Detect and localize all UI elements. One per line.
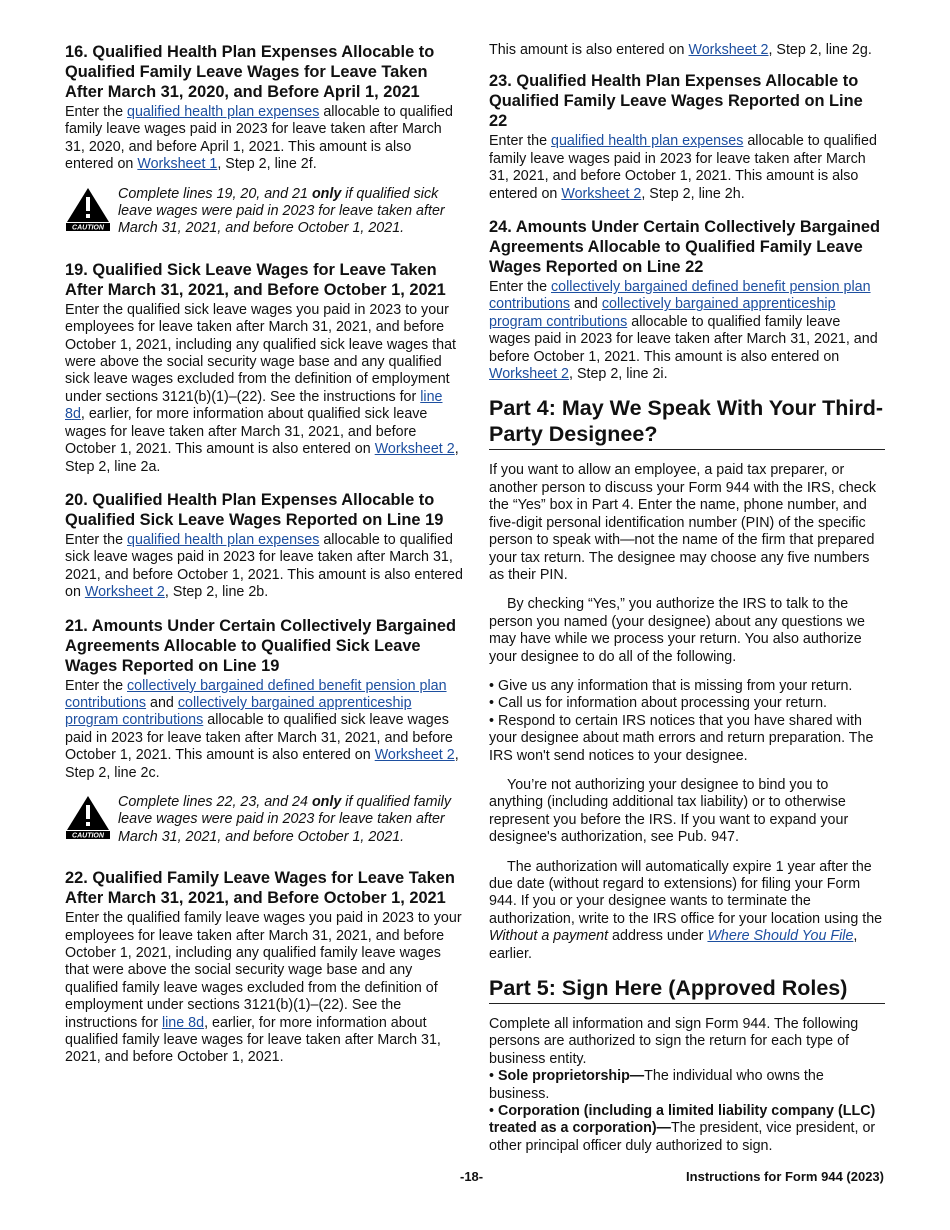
caution-icon <box>65 186 111 232</box>
worksheet-2-link[interactable]: Worksheet 2 <box>84 584 165 601</box>
section-20-heading: 20. Qualified Health Plan Expenses Allocable to Qualified Sick Leave Wages Reported on Line 19 <box>65 490 444 529</box>
part-5-paragraph-1: Complete all information and sign Form 944. The following persons are authorized to sign the return for each type of business entity. <box>489 1016 859 1067</box>
worksheet-2-link[interactable]: Worksheet 2 <box>489 366 569 383</box>
page-number: -18- <box>460 1169 484 1184</box>
worksheet-2-link[interactable]: Worksheet 2 <box>374 441 455 458</box>
svg-text:CAUTION: CAUTION <box>72 224 104 232</box>
section-23-heading: 23. Qualified Health Plan Expenses Allocable to Qualified Family Leave Wages Reported on Line 22 <box>489 72 863 131</box>
right-column <box>489 42 885 1155</box>
where-should-you-file-link[interactable]: Where Should You File <box>707 928 854 945</box>
section-19-text: Enter the qualified sick leave wages you paid in 2023 to your employees for leave taken after March 31, 2021, and before October 1, 2021, including any qualified sick leave wages that were above the social security wage base and any qualified sick leave wages excluded from the definition of employment under sections 3121(b)(1)–(22). See the instructions for line 8d, earlier, for more information about qualified sick leave wages for leave taken after March 31, 2021, and before October 1, 2021. This amount is also entered on Worksheet 2, Step 2, line 2a. <box>65 301 459 475</box>
apprenticeship-contributions-link[interactable]: collectively bargained apprenticeship program contributions <box>489 296 836 330</box>
section-24-heading: 24. Amounts Under Certain Collectively Bargained Agreements Allocable to Qualified Family Leave Wages Reported on Line 22 <box>489 218 881 277</box>
section-21-text: Enter the collectively bargained defined benefit pension plan contributions and collectively bargained apprenticeship program contributions allocable to qualified sick leave wages paid in 2023 for leave taken after March 31, 2021, and before October 1, 2021. This amount is also entered on Worksheet 2, Step 2, line 2c. <box>65 677 459 781</box>
line-8d-link[interactable]: line 8d <box>65 388 443 423</box>
sole-proprietorship-item: • Sole proprietorship—The individual who owns the business. <box>489 1068 824 1102</box>
section-22-continued-text: This amount is also entered on Worksheet 2, Step 2, line 2g. <box>489 42 872 58</box>
caution-icon <box>65 794 111 840</box>
list-item: • Call us for information about processing your return. <box>489 695 827 712</box>
section-19-heading: 19. Qualified Sick Leave Wages for Leave Taken After March 31, 2021, and Before October 1, 2021 <box>65 260 446 299</box>
worksheet-2-link[interactable]: Worksheet 2 <box>374 747 455 764</box>
section-22-text: Enter the qualified family leave wages you paid in 2023 to your employees for leave taken after March 31, 2021, and before October 1, 2021, including any qualified family leave wages that were above the social security wage base and any qualified family leave wages excluded from the definition of employment under sections 3121(b)(1)–(22). See the instructions for line 8d, earlier, for more information about qualified family leave wages for leave taken after March 31, 2021, and before October 1, 2021. <box>65 910 462 1066</box>
svg-text:CAUTION: CAUTION <box>72 832 104 840</box>
part-4-paragraph-1: If you want to allow an employee, a paid tax preparer, or another person to discuss your Form 944 with the IRS, check the “Yes” box in Part 4. Enter the name, phone number, and five-digit personal identification number (PIN) of the specific person to speak with—not the name of the firm that prepared your tax return. The designee may choose any five numbers as their PIN. <box>489 462 876 583</box>
section-20-text: Enter the qualified health plan expenses allocable to qualified sick leave wages paid in 2023 for leave taken after March 31, 2021, and before October 1, 2021. This amount is also entered on Worksheet 2, Step 2, line 2b. <box>65 531 463 601</box>
worksheet-2-link[interactable]: Worksheet 2 <box>561 185 642 202</box>
caution-note-2: CAUTION Complete lines 22, 23, and 24 only if qualified family leave wages were paid in 2023 for leave taken after March 31, 2021, and before October 1, 2021. <box>65 794 463 846</box>
part-4-paragraph-4: The authorization will automatically expire 1 year after the due date (without regard to extensions) for filing your Form 944. If you or your designee wants to terminate the authorization, write to the IRS office for your location using the Without a payment address under Where Should You File, earlier. <box>489 858 883 962</box>
caution-note-1: CAUTION Complete lines 19, 20, and 21 only if qualified sick leave wages were paid in 2023 for leave taken after March 31, 2021, and before October 1, 2021. <box>65 186 463 238</box>
qualified-health-plan-expenses-link[interactable]: qualified health plan expenses <box>127 104 320 120</box>
document-title: Instructions for Form 944 (2023) <box>686 1169 884 1184</box>
section-22-heading: 22. Qualified Family Leave Wages for Leave Taken After March 31, 2021, and Before October 1, 2021 <box>65 869 455 908</box>
section-21-heading: 21. Amounts Under Certain Collectively Bargained Agreements Allocable to Qualified Sick Leave Wages Reported on Line 19 <box>65 616 457 675</box>
section-16-text: Enter the qualified health plan expenses allocable to qualified family leave wages paid in 2023 for leave taken after March 31, 2020, and before April 1, 2021. This amount is also entered on Worksheet 1, Step 2, line 2f. <box>65 104 453 173</box>
worksheet-1-link[interactable]: Worksheet 1 <box>137 156 218 173</box>
left-column <box>65 42 463 1079</box>
line-8d-link[interactable]: line 8d <box>161 1014 205 1031</box>
qualified-health-plan-expenses-link[interactable]: qualified health plan expenses <box>127 531 320 548</box>
section-16-heading: 16. Qualified Health Plan Expenses Allocable to Qualified Family Leave Wages for Leave Taken After March 31, 2020, and Before April 1, 2021 <box>65 43 435 101</box>
part-4-paragraph-3: You’re not authorizing your designee to bind you to anything (including additional tax liability) or to otherwise represent you before the IRS. If you want to expand your designee's authorization, see Pub. 947. <box>489 776 849 846</box>
list-item: • Give us any information that is missing from your return. <box>489 677 853 694</box>
part-4-title: Part 4: May We Speak With Your Third-Party Designee? <box>489 395 885 450</box>
designee-authority-list <box>489 678 885 765</box>
qualified-health-plan-expenses-link[interactable]: qualified health plan expenses <box>551 133 744 150</box>
part-4-paragraph-2: By checking “Yes,” you authorize the IRS to talk to the person you named (your designee) about any questions we may have while we process your return. You also authorize your designee to do all of the following. <box>489 596 865 665</box>
corporation-item: • Corporation (including a limited liability company (LLC) treated as a corporation)—The president, vice president, or other principal officer duly authorized to sign. <box>489 1103 876 1154</box>
pension-plan-contributions-link[interactable]: collectively bargained defined benefit pension plan contributions <box>489 279 871 313</box>
section-23-text: Enter the qualified health plan expenses allocable to qualified family leave wages paid in 2023 for leave taken after March 31, 2021, and before October 1, 2021. This amount is also entered on Worksheet 2, Step 2, line 2h. <box>489 133 877 202</box>
section-24-text: Enter the collectively bargained defined benefit pension plan contributions and collectively bargained apprenticeship program contributions allocable to qualified family leave wages paid in 2023 for leave taken after March 31, 2021, and before October 1, 2021. This amount is also entered on Worksheet 2, Step 2, line 2i. <box>489 279 878 383</box>
worksheet-2-link[interactable]: Worksheet 2 <box>688 42 769 58</box>
list-item: • Respond to certain IRS notices that you have shared with your designee about math errors and return preparation. The IRS won't send notices to your designee. <box>489 712 874 764</box>
apprenticeship-contributions-link[interactable]: collectively bargained apprenticeship program contributions <box>65 694 412 729</box>
pension-plan-contributions-link[interactable]: collectively bargained defined benefit pension plan contributions <box>65 677 447 711</box>
part-5-title: Part 5: Sign Here (Approved Roles) <box>489 975 885 1004</box>
